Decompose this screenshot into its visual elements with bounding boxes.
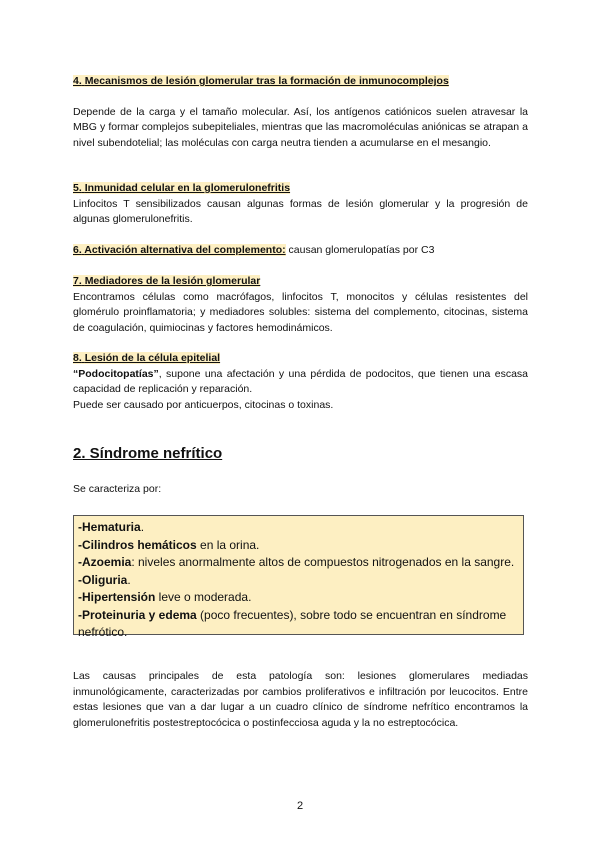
box-item: -Proteinuria y edema (poco frecuentes), sobre todo se encuentran en síndrome nefrótico. [78,607,507,639]
syndrome-heading: 2. Síndrome nefrítico [73,445,223,462]
conclusion-paragraph: Las causas principales de esta patología son: lesiones glomerulares mediadas inmunológicamente, caracterizadas por cambios proliferativos e infiltración por leucocitos. Entre estas lesiones que van a dar lugar a un cuadro clínico de síndrome nefrítico encontramos la glomerulonefritis postestreptocócica o postinfecciosa aguda y la no estreptocócica. [73,670,528,729]
section-8-heading: 8. Lesión de la célula epitelial [73,352,221,364]
box-item: -Cilindros hemáticos en la orina. [78,537,260,552]
section-5-heading: 5. Inmunidad celular en la glomerulonefritis [73,182,291,194]
section-8-body-2: Puede ser causado por anticuerpos, citocinas o toxinas. [73,398,334,411]
page-number: 2 [296,800,304,812]
section-4-heading: 4. Mecanismos de lesión glomerular tras la formación de inmunocomplejos [73,75,449,87]
section-5 [73,181,528,228]
box-item: -Oliguria. [78,572,131,587]
box-item: -Azoemia: niveles anormalmente altos de compuestos nitrogenados en la sangre. [78,555,515,569]
section-4 [73,74,528,151]
symptoms-box [73,515,524,639]
section-6-heading: 6. Activación alternativa del complemento: [73,244,286,256]
intro-text: Se caracteriza por: [73,483,162,495]
section-7-heading: 7. Mediadores de la lesión glomerular [73,275,261,287]
section-8 [73,351,528,413]
box-item: -Hipertensión leve o moderada. [78,590,252,604]
box-item: -Hematuria. [78,520,145,534]
section-8-body: “Podocitopatías”, supone una afectación y una pérdida de podocitos, que tienen una escasa capacidad de replicación y reparación. [73,367,528,395]
section-7 [73,274,528,336]
podocitopatias-term: “Podocitopatías” [73,367,159,380]
section-6 [73,243,528,259]
section-5-body: Linfocitos T sensibilizados causan algunas formas de lesión glomerular y la progresión de algunas glomerulonefritis. [73,197,528,225]
section-6-text: causan glomerulopatías por C3 [285,244,435,256]
section-7-body: Encontramos células como macrófagos, linfocitos T, monocitos y células resistentes del glomérulo proinflamatoria; y mediadores solubles: sistema del complemento, citocinas, sistema de coagulación, quimiocinas y factores hemodinámicos. [73,290,528,334]
section-4-body: Depende de la carga y el tamaño molecular. Así, los antígenos catiónicos suelen atravesar la MBG y formar complejos subepiteliales, mientras que las macromoléculas aniónicas se atrapan a nivel subendotelial; las moléculas con carga neutra tienden a acumularse en el mesangio. [73,105,528,149]
